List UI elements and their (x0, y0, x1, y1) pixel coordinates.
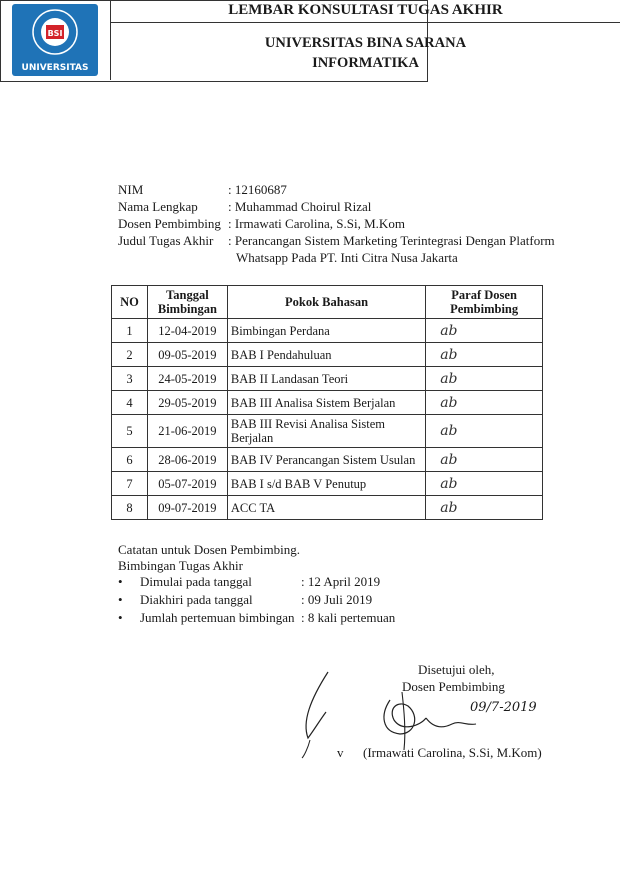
row-date: 28-06-2019 (147, 448, 227, 472)
mark-v: v (337, 745, 344, 760)
row-signature: ab (426, 415, 543, 448)
row-date: 09-05-2019 (147, 343, 227, 367)
row-date: 24-05-2019 (147, 367, 227, 391)
row-topic: BAB II Landasan Teori (227, 367, 425, 391)
notes-item-label: Diakhiri pada tanggal (140, 592, 253, 607)
row-no: 5 (112, 415, 148, 448)
row-signature: ab (426, 367, 543, 391)
row-signature: ab (426, 472, 543, 496)
table-row (112, 391, 543, 415)
bullet-icon: • (118, 592, 123, 607)
info-value: : Irmawati Carolina, S.Si, M.Kom (228, 216, 405, 231)
svg-text:BSI: BSI (47, 29, 63, 38)
consultation-table (111, 285, 543, 520)
header-signature-line2: Pembimbing (450, 302, 519, 316)
handwritten-date: 09/7-2019 (470, 700, 537, 715)
row-topic (227, 415, 425, 448)
row-signature: ab (426, 343, 543, 367)
row-date: 05-07-2019 (147, 472, 227, 496)
header-date-line2: Bimbingan (157, 302, 217, 316)
university-line-1: UNIVERSITAS BINA SARANA (264, 35, 467, 51)
row-date: 09-07-2019 (147, 496, 227, 520)
bullet-icon: • (118, 610, 123, 625)
row-topic: BAB I Pendahuluan (227, 343, 425, 367)
header-topic: Pokok Bahasan (227, 286, 425, 319)
row-date: 12-04-2019 (147, 319, 227, 343)
header-box (0, 0, 503, 82)
table-row (112, 367, 543, 391)
info-value: : 12160687 (228, 182, 287, 197)
university-logo (12, 4, 98, 76)
info-value: : Perancangan Sistem Marketing Terintegrasi Dengan Platform (228, 233, 555, 248)
row-no: 7 (112, 472, 148, 496)
approver-name: (Irmawati Carolina, S.Si, M.Kom) (363, 745, 542, 760)
row-topic: Bimbingan Perdana (227, 319, 425, 343)
header-no: NO (112, 286, 148, 319)
row-signature: ab (426, 448, 543, 472)
row-no: 1 (112, 319, 148, 343)
notes-item-value: : 09 Juli 2019 (301, 592, 373, 607)
table-row (112, 343, 543, 367)
header-signature (426, 286, 543, 319)
row-no: 3 (112, 367, 148, 391)
row-topic: BAB IV Perancangan Sistem Usulan (227, 448, 425, 472)
row-signature: ab (426, 319, 543, 343)
bullet-icon: • (118, 574, 123, 589)
table-row (112, 319, 543, 343)
header-date (147, 286, 227, 319)
university-line-2: INFORMATIKA (312, 55, 419, 71)
info-value: : Muhammad Choirul Rizal (228, 199, 372, 214)
row-topic: BAB III Analisa Sistem Berjalan (227, 391, 425, 415)
row-topic: BAB I s/d BAB V Penutup (227, 472, 425, 496)
table-header-row (112, 286, 543, 319)
document-title: LEMBAR KONSULTASI TUGAS AKHIR (111, 0, 620, 23)
row-signature: ab (426, 391, 543, 415)
notes-line-2: Bimbingan Tugas Akhir (118, 558, 243, 573)
row-date: 21-06-2019 (147, 415, 227, 448)
info-label: Judul Tugas Akhir (118, 233, 214, 248)
row-no: 6 (112, 448, 148, 472)
table-row (112, 415, 543, 448)
table-row (112, 448, 543, 472)
notes-item-label: Dimulai pada tanggal (140, 574, 252, 589)
row-signature: ab (426, 496, 543, 520)
info-label: Nama Lengkap (118, 199, 198, 214)
row-topic-line2: Berjalan (230, 431, 274, 445)
notes-item-label: Jumlah pertemuan bimbingan (140, 610, 295, 625)
notes-item-value: : 12 April 2019 (301, 574, 381, 589)
row-topic: ACC TA (227, 496, 425, 520)
row-no: 8 (112, 496, 148, 520)
row-topic-line1: BAB III Revisi Analisa Sistem (230, 417, 386, 431)
notes-line-1: Catatan untuk Dosen Pembimbing. (118, 542, 300, 557)
header-date-line1: Tanggal (166, 288, 209, 302)
logo-label: UNIVERSITAS (21, 63, 89, 73)
approved-by: Disetujui oleh, (418, 662, 495, 677)
approver-role: Dosen Pembimbing (402, 679, 505, 694)
notes-item-value: : 8 kali pertemuan (301, 610, 396, 625)
table-row (112, 496, 543, 520)
row-no: 4 (112, 391, 148, 415)
info-label: Dosen Pembimbing (118, 216, 221, 231)
info-label: NIM (118, 182, 144, 197)
row-date: 29-05-2019 (147, 391, 227, 415)
info-value: Whatsapp Pada PT. Inti Citra Nusa Jakarta (236, 250, 458, 265)
logo-cell (0, 0, 111, 80)
table-row (112, 472, 543, 496)
row-no: 2 (112, 343, 148, 367)
header-signature-line1: Paraf Dosen (451, 288, 517, 302)
